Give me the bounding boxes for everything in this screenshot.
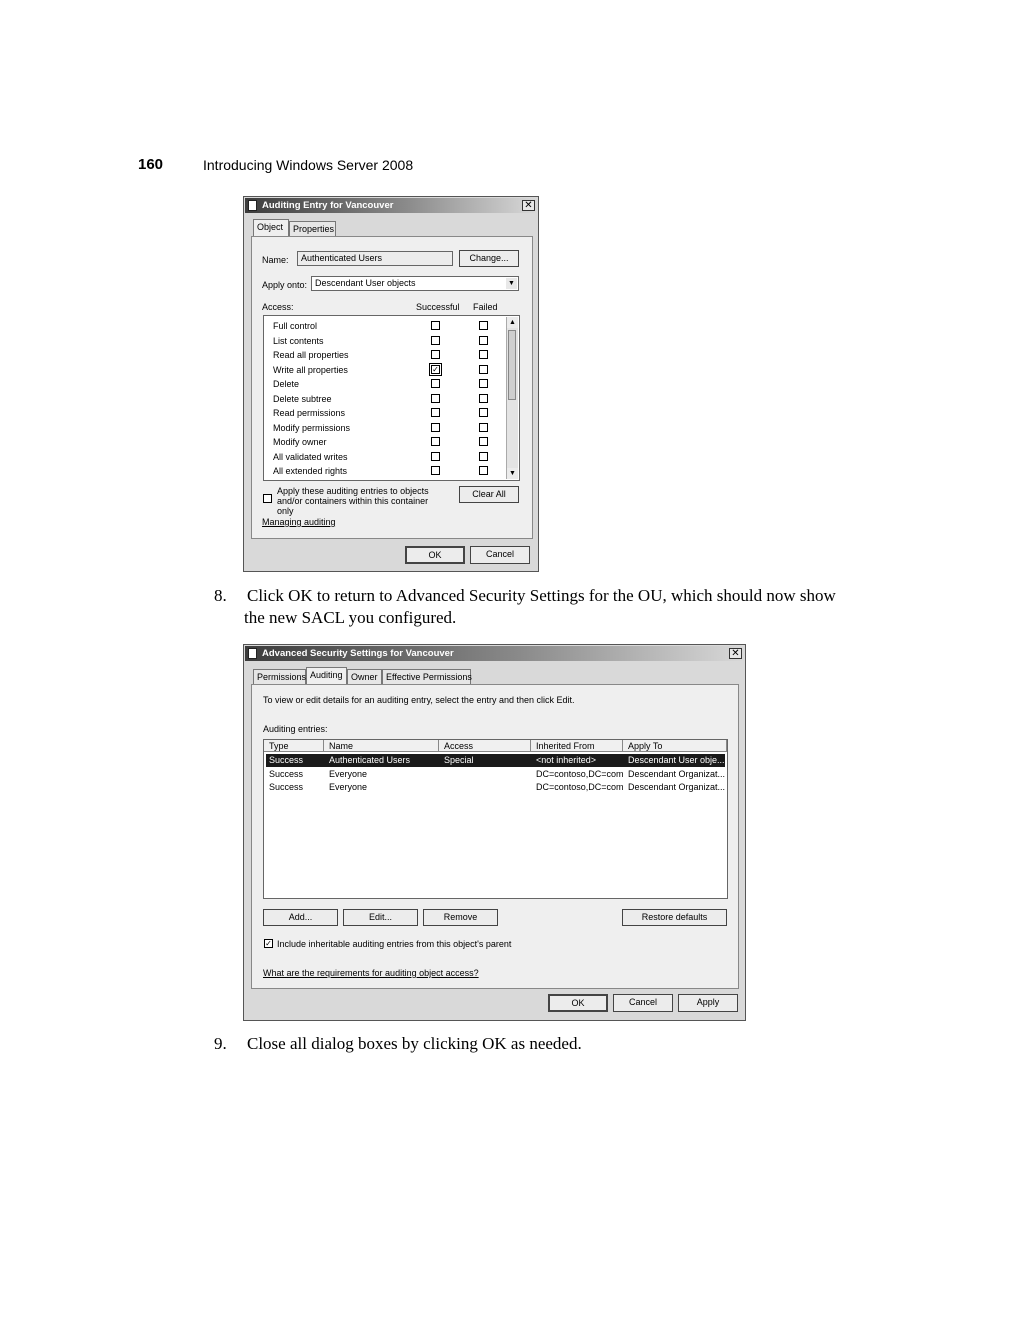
failed-checkbox[interactable] <box>479 379 488 388</box>
permission-row <box>273 435 327 449</box>
auditing-entries-label: Auditing entries: <box>263 724 328 734</box>
scroll-down-icon[interactable]: ▼ <box>507 468 518 479</box>
title-bar[interactable] <box>245 646 744 661</box>
name-field[interactable]: Authenticated Users <box>297 251 453 266</box>
failed-checkbox[interactable] <box>479 437 488 446</box>
document-icon <box>248 648 257 659</box>
permission-label: Modify permissions <box>273 422 351 433</box>
failed-checkbox[interactable] <box>479 423 488 432</box>
successful-column-header: Successful <box>416 302 460 312</box>
table-cell: DC=contoso,DC=com <box>536 768 624 779</box>
permission-row <box>273 377 299 391</box>
step-9 <box>214 1033 874 1055</box>
successful-checkbox[interactable] <box>431 394 440 403</box>
failed-column-header: Failed <box>473 302 498 312</box>
close-button[interactable]: ✕ <box>522 200 535 211</box>
document-icon <box>248 200 257 211</box>
permission-row <box>273 319 317 333</box>
permission-row <box>273 334 324 348</box>
column-header-access[interactable]: Access <box>439 740 531 752</box>
permissions-scrollbar[interactable] <box>506 317 518 479</box>
close-button[interactable]: ✕ <box>729 648 742 659</box>
permission-row <box>273 464 347 478</box>
successful-checkbox[interactable] <box>431 321 440 330</box>
tab-owner[interactable]: Owner <box>347 669 382 684</box>
tab-effective-permissions[interactable]: Effective Permissions <box>382 669 471 684</box>
apply-label-line3: only <box>277 506 294 516</box>
apply-to-container-checkbox[interactable] <box>263 494 272 503</box>
table-cell: Authenticated Users <box>329 755 411 765</box>
scroll-up-icon[interactable]: ▲ <box>507 317 518 328</box>
title-bar[interactable] <box>245 198 537 213</box>
permission-label: Delete subtree <box>273 393 332 404</box>
successful-checkbox[interactable] <box>431 452 440 461</box>
include-inheritable-label: Include inheritable auditing entries from this object's parent <box>277 939 512 949</box>
column-header-inherited-from[interactable]: Inherited From <box>531 740 623 752</box>
successful-checkbox[interactable] <box>431 350 440 359</box>
scroll-thumb[interactable] <box>508 330 516 400</box>
advanced-security-dialog <box>243 644 746 1021</box>
column-header-type[interactable]: Type <box>264 740 324 752</box>
requirements-link[interactable]: What are the requirements for auditing object access? <box>263 968 479 978</box>
failed-checkbox[interactable] <box>479 452 488 461</box>
access-label: Access: <box>262 302 294 312</box>
edit-button[interactable]: Edit... <box>343 909 418 926</box>
remove-button[interactable]: Remove <box>423 909 498 926</box>
permission-label: Read all properties <box>273 350 349 360</box>
apply-onto-value: Descendant User objects <box>315 278 416 288</box>
apply-to-container-label <box>277 486 429 516</box>
restore-defaults-button[interactable]: Restore defaults <box>622 909 727 926</box>
add-button[interactable]: Add... <box>263 909 338 926</box>
permission-label: Modify owner <box>273 437 327 447</box>
successful-checkbox[interactable] <box>431 466 440 475</box>
permission-label: List contents <box>273 335 324 346</box>
table-cell: Descendant Organizat... <box>628 782 726 792</box>
dialog-title: Auditing Entry for Vancouver <box>262 200 394 211</box>
table-cell: Special <box>444 755 474 765</box>
table-cell: Everyone <box>329 782 368 792</box>
include-inheritable-checkbox[interactable]: ✓ <box>265 939 272 948</box>
apply-button[interactable]: Apply <box>678 994 738 1012</box>
auditing-entries-table[interactable] <box>263 739 728 899</box>
auditing-entry-dialog <box>243 196 539 572</box>
permission-row <box>273 363 348 377</box>
apply-onto-label: Apply onto: <box>262 280 308 290</box>
permission-row <box>273 348 349 362</box>
ok-button[interactable]: OK <box>548 994 608 1012</box>
table-row[interactable] <box>266 781 725 794</box>
permission-row <box>273 406 345 420</box>
apply-label-line2: and/or containers within this container <box>277 496 429 506</box>
permission-row <box>273 450 348 464</box>
table-cell: DC=contoso,DC=com <box>536 782 624 792</box>
managing-auditing-link[interactable]: Managing auditing <box>262 517 336 527</box>
step-8-number: 8. <box>214 586 227 605</box>
table-cell: Success <box>269 755 304 765</box>
table-row[interactable] <box>266 754 725 767</box>
failed-checkbox[interactable] <box>479 336 488 345</box>
step-8-line2: the new SACL you configured. <box>244 608 457 627</box>
clear-all-button[interactable]: Clear All <box>459 486 519 503</box>
table-cell: Success <box>269 768 304 779</box>
step-8 <box>214 585 874 629</box>
tab-object[interactable]: Object <box>253 219 289 236</box>
step-9-number: 9. <box>214 1034 227 1053</box>
dialog-title: Advanced Security Settings for Vancouver <box>262 648 454 659</box>
running-title: Introducing Windows Server 2008 <box>203 157 414 173</box>
failed-checkbox[interactable] <box>479 350 488 359</box>
object-tab-panel <box>251 236 533 539</box>
table-row[interactable] <box>266 768 725 781</box>
permission-label: Write all properties <box>273 364 348 375</box>
column-header-name[interactable]: Name <box>324 740 439 752</box>
permission-label: All extended rights <box>273 466 348 476</box>
permission-label: Delete <box>273 379 300 389</box>
table-cell: Success <box>269 782 304 792</box>
cancel-button[interactable]: Cancel <box>613 994 673 1012</box>
permission-row <box>273 392 332 406</box>
ok-button[interactable]: OK <box>405 546 465 564</box>
failed-checkbox[interactable] <box>479 466 488 475</box>
successful-checkbox[interactable] <box>431 379 440 388</box>
table-cell: Descendant User obje... <box>628 755 725 765</box>
cancel-button[interactable]: Cancel <box>470 546 530 564</box>
instruction-text: To view or edit details for an auditing entry, select the entry and then click Edit. <box>263 695 575 705</box>
permission-label: Read permissions <box>273 408 346 418</box>
failed-checkbox[interactable] <box>479 394 488 403</box>
step-9-text: Close all dialog boxes by clicking OK as needed. <box>247 1034 582 1053</box>
table-cell: <not inherited> <box>536 755 597 765</box>
name-label: Name: <box>262 255 289 265</box>
page-number: 160 <box>138 156 164 173</box>
failed-checkbox[interactable] <box>479 365 488 374</box>
apply-label-line1: Apply these auditing entries to objects <box>277 486 429 496</box>
tab-permissions[interactable]: Permissions <box>253 669 306 684</box>
permission-label: All validated writes <box>273 451 348 462</box>
successful-checkbox[interactable] <box>431 408 440 417</box>
successful-checkbox[interactable] <box>431 336 440 345</box>
tab-auditing[interactable]: Auditing <box>306 667 347 684</box>
failed-checkbox[interactable] <box>479 408 488 417</box>
failed-checkbox[interactable] <box>479 321 488 330</box>
permission-label: Full control <box>273 321 318 331</box>
table-cell: Descendant Organizat... <box>628 768 726 779</box>
successful-checkbox[interactable] <box>431 423 440 432</box>
successful-checkbox[interactable]: ✓ <box>432 364 439 374</box>
tab-properties[interactable]: Properties <box>289 221 336 236</box>
permission-row <box>273 421 350 435</box>
permissions-list[interactable] <box>263 315 520 481</box>
table-cell: Everyone <box>329 768 368 779</box>
auditing-tab-panel <box>251 684 739 989</box>
change-button[interactable]: Change... <box>459 250 519 267</box>
apply-onto-select[interactable] <box>311 276 519 291</box>
successful-checkbox[interactable] <box>431 437 440 446</box>
column-header-apply-to[interactable]: Apply To <box>623 740 727 752</box>
dropdown-arrow-icon[interactable]: ▼ <box>506 278 517 289</box>
step-8-line1: Click OK to return to Advanced Security Settings for the OU, which should now show <box>247 586 836 605</box>
